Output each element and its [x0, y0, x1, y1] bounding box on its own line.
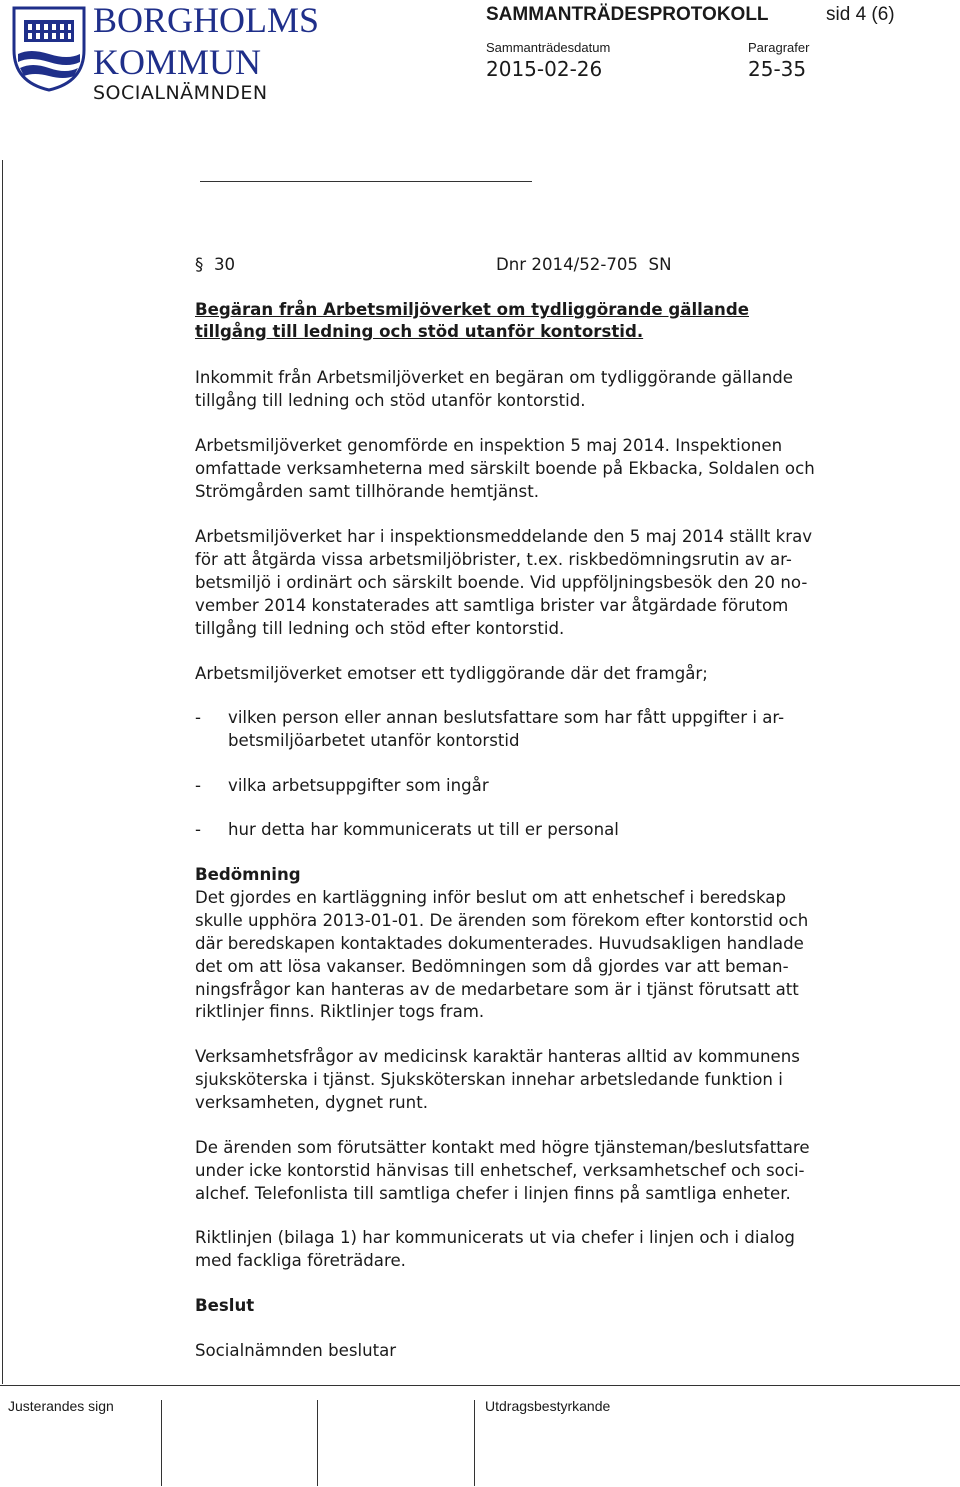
paragraph-line: där beredskapen kontaktades dokumenterades. Huvudsakligen handlade	[195, 934, 804, 953]
protocol-title: SAMMANTRÄDESPROTOKOLL	[486, 4, 769, 25]
case-number: 30	[214, 255, 236, 274]
paragraph-line: Arbetsmiljöverket har i inspektionsmeddelande den 5 maj 2014 ställt krav	[195, 527, 813, 546]
meeting-date-label: Sammanträdesdatum	[486, 40, 611, 55]
sign-box-divider	[161, 1400, 162, 1486]
municipal-crest-icon	[10, 4, 88, 92]
paragraph-line: riktlinjer finns. Riktlinjer togs fram.	[195, 1002, 485, 1021]
municipality-name	[93, 0, 319, 82]
sign-box-divider	[474, 1400, 475, 1486]
list-item-text: hur detta har kommunicerats ut till er personal	[228, 820, 619, 839]
paragraph-line: vember 2014 konstaterades att samtliga brister var åtgärdade förutom	[195, 596, 789, 615]
paragraph-line: under icke kontorstid hänvisas till enhetschef, verksamhetschef och soci-	[195, 1161, 805, 1180]
paragraph-line: sjuksköterska i tjänst. Sjuksköterskan innehar arbetsledande funktion i	[195, 1070, 783, 1089]
paragraph-line: Det gjordes en kartläggning inför beslut om att enhetschef i beredskap	[195, 888, 786, 907]
paragraph-line: Inkommit från Arbetsmiljöverket en begäran om tydliggörande gällande	[195, 368, 793, 387]
paragraph-line: tillgång till ledning och stöd efter kontorstid.	[195, 619, 565, 638]
paragraph-line: alchef. Telefonlista till samtliga chefer i linjen finns på samtliga enheter.	[195, 1184, 791, 1203]
heading-assessment: Bedömning	[195, 865, 301, 884]
list-item-text: betsmiljöarbetet utanför kontorstid	[228, 731, 520, 750]
list-item-text: vilka arbetsuppgifter som ingår	[228, 776, 489, 795]
paragraph-line: omfattade verksamheterna med särskilt boende på Ekbacka, Soldalen och	[195, 459, 815, 478]
case-title-line2: tillgång till ledning och stöd utanför kontorstid.	[195, 322, 644, 341]
paragraph-line: Verksamhetsfrågor av medicinsk karaktär hanteras alltid av kommunens	[195, 1047, 800, 1066]
municipality-name-line2: KOMMUN	[93, 42, 262, 82]
heading-decision: Beslut	[195, 1296, 255, 1315]
paragraph-line: med fackliga företrädare.	[195, 1251, 406, 1270]
paragraph-line: Arbetsmiljöverket emotser ett tydliggörande där det framgår;	[195, 664, 708, 683]
list-dash: -	[195, 708, 201, 727]
paragraphs-label: Paragrafer	[748, 40, 810, 55]
sign-box-divider	[317, 1400, 318, 1486]
section-rule	[200, 181, 532, 182]
paragraph-line: Riktlinjen (bilaga 1) har kommunicerats ut via chefer i linjen och i dialog	[195, 1228, 795, 1247]
case-title-line1: Begäran från Arbetsmiljöverket om tydliggörande gällande	[195, 300, 749, 319]
paragraph-line: verksamheten, dygnet runt.	[195, 1093, 428, 1112]
municipality-name-line1: BORGHOLMS	[93, 0, 320, 40]
section-mark: §	[195, 255, 204, 274]
committee-name: SOCIALNÄMNDEN	[93, 82, 268, 104]
paragraph-line: Arbetsmiljöverket genomförde en inspektion 5 maj 2014. Inspektionen	[195, 436, 783, 455]
page-number: sid 4 (6)	[826, 4, 895, 25]
paragraph-line: för att åtgärda vissa arbetsmiljöbrister, t.ex. riskbedömningsrutin av ar-	[195, 550, 792, 569]
case-dnr: Dnr 2014/52-705 SN	[496, 255, 672, 274]
paragraph-line: Socialnämnden beslutar	[195, 1341, 397, 1360]
meeting-date-value: 2015-02-26	[486, 57, 603, 81]
margin-rule	[2, 160, 3, 1384]
paragraph-line: skulle upphöra 2013-01-01. De ärenden som förekom efter kontorstid och	[195, 911, 809, 930]
paragraph-line: tillgång till ledning och stöd utanför kontorstid.	[195, 391, 586, 410]
list-dash: -	[195, 820, 201, 839]
list-dash: -	[195, 776, 201, 795]
list-item-text: vilken person eller annan beslutsfattare som har fått uppgifter i ar-	[228, 708, 785, 727]
paragraph-line: betsmiljö i ordinärt och särskilt boende. Vid uppföljningsbesök den 20 no-	[195, 573, 808, 592]
paragraph-line: De ärenden som förutsätter kontakt med högre tjänsteman/beslutsfattare	[195, 1138, 810, 1157]
extract-certified-label: Utdragsbestyrkande	[485, 1398, 611, 1414]
footer-rule	[0, 1385, 960, 1386]
sign-label: Justerandes sign	[8, 1398, 114, 1414]
paragraph-line: ningsfrågor kan hanteras av de medarbetare som är i tjänst förutsatt att	[195, 980, 799, 999]
paragraph-line: det om att lösa vakanser. Bedömningen som då gjordes var att beman-	[195, 957, 789, 976]
paragraphs-value: 25-35	[748, 57, 807, 81]
paragraph-line: Strömgården samt tillhörande hemtjänst.	[195, 482, 539, 501]
